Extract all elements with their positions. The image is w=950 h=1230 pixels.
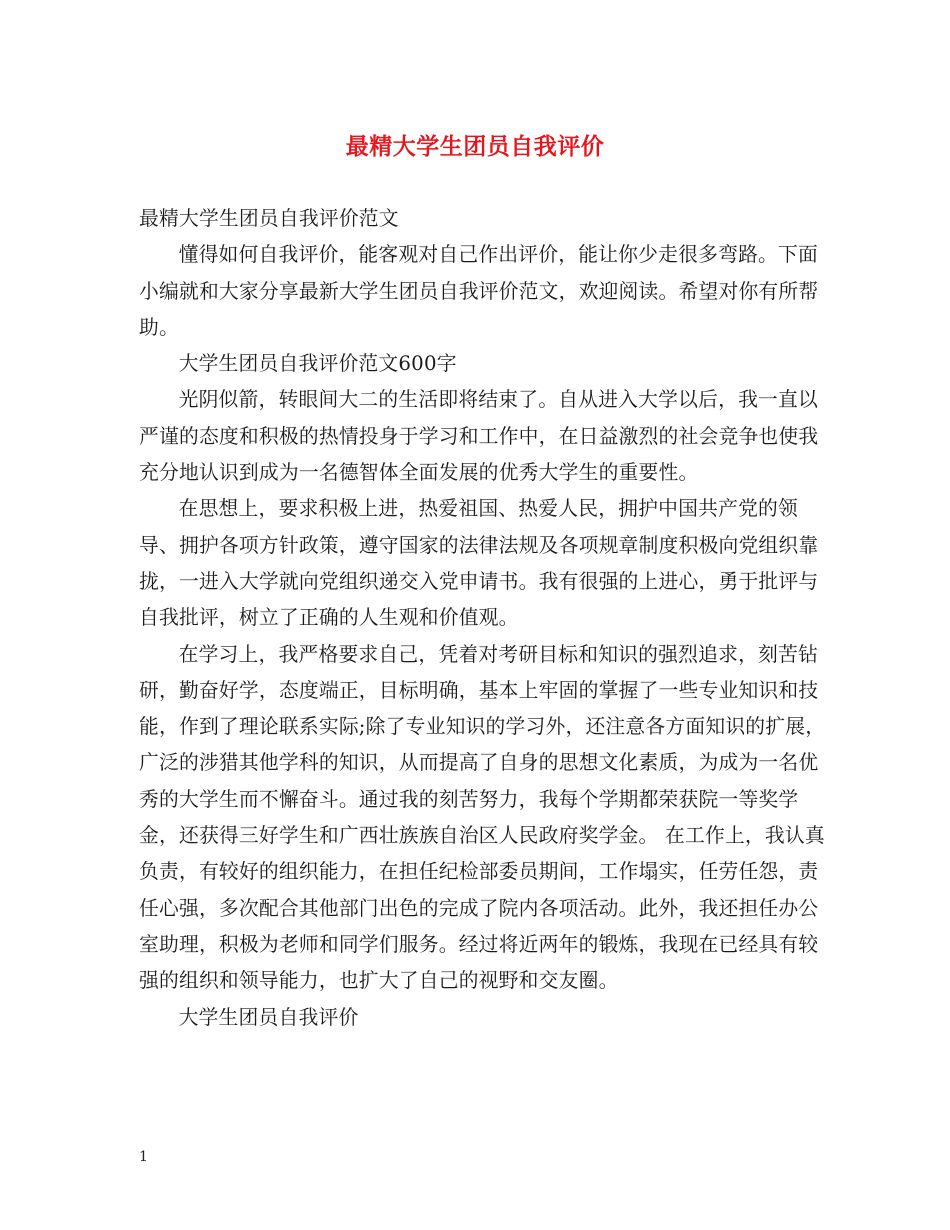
body-paragraph-time: 光阴似箭，转眼间大二的生活即将结束了。自从进入大学以后，我一直以严谨的态度和积极的热情投身于学习和工作中，在日益激烈的社会竞争也使我充分地认识到成为一名德智体全面发展的优秀大学生的重要性。 bbox=[139, 388, 819, 485]
body-paragraph-thought: 在思想上，要求积极上进，热爱祖国、热爱人民，拥护中国共产党的领导、拥护各项方针政策，遵守国家的法律法规及各项规章制度积极向党组织靠拢，一进入大学就向党组织递交入党申请书。我有很强的上进心，勇于批评与自我批评，树立了正确的人生观和价值观。 bbox=[139, 497, 819, 630]
section-heading-600: 大学生团员自我评价范文600字 bbox=[178, 352, 457, 376]
intro-paragraph: 懂得如何自我评价，能客观对自己作出评价，能让你少走很多弯路。下面小编就和大家分享最新大学生团员自我评价范文，欢迎阅读。希望对你有所帮助。 bbox=[139, 243, 819, 339]
document-body bbox=[139, 201, 829, 1036]
document-title: 最精大学生团员自我评价 bbox=[345, 133, 605, 160]
section-heading-self-evaluation: 大学生团员自我评价 bbox=[178, 1005, 359, 1029]
subtitle-paragraph: 最精大学生团员自我评价范文 bbox=[139, 207, 399, 230]
body-paragraph-study-work: 在学习上，我严格要求自己，凭着对考研目标和知识的强烈追求，刻苦钻研，勤奋好学，态度端正，目标明确，基本上牢固的掌握了一些专业知识和技能，作到了理论联系实际;除了专业知识的学习外，还注意各方面知识的扩展，广泛的涉猎其他学科的知识，从而提高了自身的思想文化素质，为成为一名优秀的大学生而不懈奋斗。通过我的刻苦努力，我每个学期都荣获院一等奖学金，还获得三好学生和广西壮族族自治区人民政府奖学金。 在工作上，我认真负责，有较好的组织能力，在担任纪检部委员期间，工作塌实，任劳任怨，责任心强，多次配合其他部门出色的完成了院内各项活动。此外，我还担任办公室助理，积极为老师和同学们服务。经过将近两年的锻炼，我现在已经具有较强的组织和领导能力，也扩大了自己的视野和交友圈。 bbox=[139, 642, 826, 993]
page-number: 1 bbox=[139, 1149, 148, 1165]
